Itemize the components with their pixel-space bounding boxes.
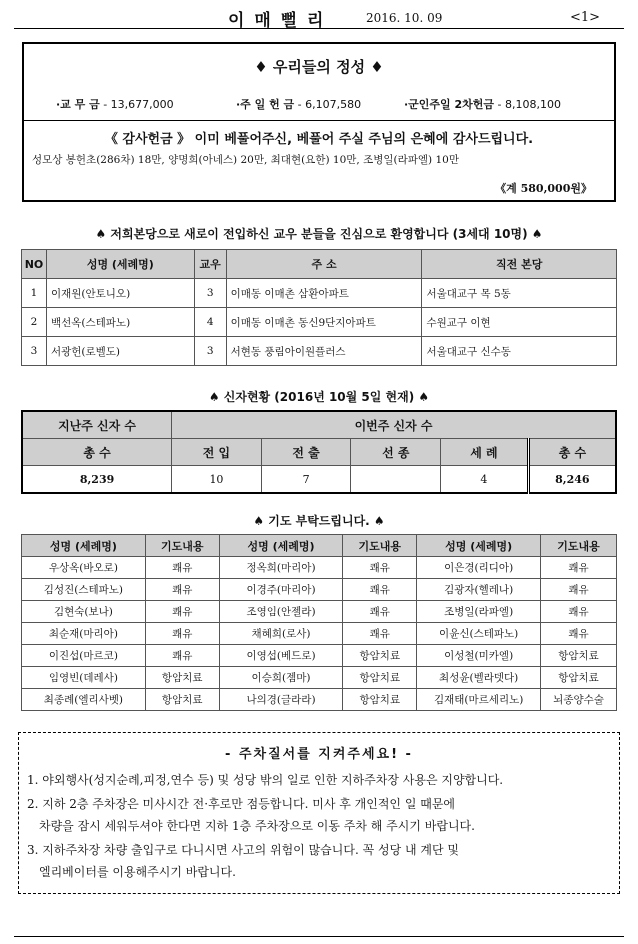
offering-item-sunday (236, 96, 361, 112)
col-header: 직전 본당 (422, 250, 617, 279)
cell-address: 서현동 풍림아이원플러스 (226, 337, 422, 366)
cell-transfer-in: 10 (172, 466, 262, 494)
offering-label: ·군인주일 2차헌금 (404, 98, 495, 111)
thanks-list: 성모상 봉헌초(286차) 18만, 양명희(아네스) 20만, 최대현(요한) 10만, 조병일(라파엘) 10만 (32, 154, 459, 166)
cell-prayer: 쾌유 (343, 623, 417, 645)
cell-name: 우상옥(바오로) (22, 557, 146, 579)
cell-no: 1 (22, 279, 47, 308)
offering-box (22, 42, 616, 202)
col-header: 전 출 (261, 439, 351, 466)
cell-prayer: 쾌유 (541, 601, 617, 623)
parking-line: 차량을 잠시 세워두셔야 한다면 지하 1층 주차장으로 이동 주차 해 주시기 바랍니다. (39, 819, 475, 833)
cell-address: 이매동 이매촌 동신9단지아파트 (226, 308, 422, 337)
page-number: <1> (569, 10, 600, 25)
stats-title: ♠ 신자현황 (2016년 10월 5일 현재) ♠ (208, 390, 430, 404)
newcomers-table (21, 249, 617, 366)
col-header: 성명 (세례명) (22, 535, 146, 557)
col-header: 성명 (세례명) (219, 535, 343, 557)
cell-no: 3 (22, 337, 47, 366)
footer-divider (14, 936, 624, 937)
cell-name: 조영임(안젤라) (219, 601, 343, 623)
offering-item-military (404, 96, 561, 112)
col-header: 기도내용 (541, 535, 617, 557)
table-row (22, 579, 617, 601)
col-header: 선 종 (351, 439, 441, 466)
cell-prayer: 쾌유 (343, 579, 417, 601)
table-row (22, 466, 616, 494)
last-week-header: 지난주 신자 수 (22, 411, 172, 439)
cell-name: 김성진(스테파노) (22, 579, 146, 601)
cell-prayer: 항암치료 (145, 689, 219, 711)
cell-prayer: 쾌유 (145, 579, 219, 601)
cell-prayer: 쾌유 (541, 579, 617, 601)
prayer-title: ♠ 기도 부탁드립니다. ♠ (253, 514, 385, 528)
col-header: 기도내용 (343, 535, 417, 557)
cell-name: 이영섭(베드로) (219, 645, 343, 667)
cell-name: 이승희(젬마) (219, 667, 343, 689)
cell-name: 서광헌(로벨도) (46, 337, 194, 366)
offering-title: ♦ 우리들의 정성 ♦ (254, 58, 384, 76)
table-header-row (22, 250, 617, 279)
cell-count: 3 (194, 279, 226, 308)
cell-name: 최성윤(벨라뎃다) (417, 667, 541, 689)
cell-parish: 서울대교구 신수동 (422, 337, 617, 366)
cell-count: 4 (194, 308, 226, 337)
offering-amount: - 6,107,580 (297, 98, 362, 111)
cell-prayer: 쾌유 (343, 557, 417, 579)
offering-amount: - 13,677,000 (103, 98, 174, 111)
cell-prayer: 항암치료 (343, 645, 417, 667)
col-header: 성명 (세례명) (46, 250, 194, 279)
table-header-row (22, 535, 617, 557)
cell-prayer: 쾌유 (145, 601, 219, 623)
table-row (22, 308, 617, 337)
cell-name: 김재태(마르세리노) (417, 689, 541, 711)
cell-name: 이성철(미카엘) (417, 645, 541, 667)
table-row (22, 557, 617, 579)
parking-title: - 주차질서를 지켜주세요! - (225, 747, 413, 762)
col-header: 교우 (194, 250, 226, 279)
cell-parish: 수원교구 이현 (422, 308, 617, 337)
cell-name: 이재원(안토니오) (46, 279, 194, 308)
cell-prayer: 항암치료 (145, 667, 219, 689)
bulletin-title: 이 매 뻘 리 (228, 11, 326, 31)
offering-divider (24, 120, 614, 121)
cell-prayer: 항암치료 (343, 667, 417, 689)
cell-parish: 서울대교구 목 5동 (422, 279, 617, 308)
cell-name: 최순재(마리아) (22, 623, 146, 645)
cell-prayer: 항암치료 (541, 667, 617, 689)
cell-name: 나의경(글라라) (219, 689, 343, 711)
cell-name: 채혜희(로사) (219, 623, 343, 645)
cell-address: 이매동 이매촌 삼환아파트 (226, 279, 422, 308)
cell-count: 3 (194, 337, 226, 366)
cell-prayer: 뇌종양수술 (541, 689, 617, 711)
table-row (22, 689, 617, 711)
cell-prayer: 쾌유 (541, 557, 617, 579)
bulletin-date: 2016. 10. 09 (366, 11, 443, 25)
col-header: 성명 (세례명) (417, 535, 541, 557)
this-week-header: 이번주 신자 수 (172, 411, 616, 439)
col-header: 총 수 (528, 439, 616, 466)
cell-prayer: 쾌유 (145, 645, 219, 667)
cell-prayer: 쾌유 (343, 601, 417, 623)
offering-item-tithe (56, 96, 174, 112)
prayer-table (21, 534, 617, 711)
table-row (22, 623, 617, 645)
offering-label: ·주 일 헌 금 (236, 98, 295, 111)
table-subheader-row (22, 439, 616, 466)
cell-name: 김현숙(보나) (22, 601, 146, 623)
header-divider (14, 28, 624, 29)
cell-baptism: 4 (441, 466, 529, 494)
parking-line: 엘리베이터를 이용해주시기 바랍니다. (39, 865, 236, 879)
cell-prayer: 항암치료 (541, 645, 617, 667)
cell-name: 정옥희(마리아) (219, 557, 343, 579)
cell-prayer: 쾌유 (145, 557, 219, 579)
cell-prayer: 쾌유 (541, 623, 617, 645)
table-row (22, 667, 617, 689)
cell-name: 이은경(리디아) (417, 557, 541, 579)
col-header: 전 입 (172, 439, 262, 466)
thanks-title: 《 감사헌금 》 이미 베풀어주신, 베풀어 주실 주님의 은혜에 감사드립니다. (104, 132, 534, 147)
bulletin-header (14, 4, 624, 30)
cell-name: 백선옥(스테파노) (46, 308, 194, 337)
table-row (22, 337, 617, 366)
table-row (22, 645, 617, 667)
thanks-total: 《계 580,000원》 (495, 182, 592, 195)
newcomers-title: ♠ 저희본당으로 새로이 전입하신 교우 분들을 진심으로 환영합니다 (3세대 10명) ♠ (95, 227, 543, 241)
cell-no: 2 (22, 308, 47, 337)
table-row (22, 601, 617, 623)
parking-line: 1. 야외행사(성지순례,피정,연수 등) 및 성당 밖의 일로 인한 지하주차장 사용은 지양합니다. (27, 773, 504, 787)
cell-prayer: 쾌유 (145, 623, 219, 645)
col-header: 세 례 (441, 439, 529, 466)
table-row (22, 279, 617, 308)
cell-name: 이경주(마리아) (219, 579, 343, 601)
offering-label: ·교 무 금 (56, 98, 100, 111)
col-header: NO (22, 250, 47, 279)
cell-transfer-out: 7 (261, 466, 351, 494)
cell-name: 이진섭(마르코) (22, 645, 146, 667)
offering-amount: - 8,108,100 (497, 98, 561, 111)
cell-last-total: 8,239 (22, 466, 172, 494)
cell-name: 최종례(엘리사벳) (22, 689, 146, 711)
col-header: 기도내용 (145, 535, 219, 557)
col-header: 총 수 (22, 439, 172, 466)
cell-name: 임영빈(데레사) (22, 667, 146, 689)
parking-line: 2. 지하 2층 주차장은 미사시간 전·후로만 점등합니다. 미사 후 개인적인 일 때문에 (27, 797, 456, 811)
stats-table (21, 410, 617, 494)
parking-notice (18, 732, 620, 894)
cell-prayer: 항암치료 (343, 689, 417, 711)
cell-name: 조병일(라파엘) (417, 601, 541, 623)
cell-deceased (351, 466, 441, 494)
table-header-row (22, 411, 616, 439)
parking-line: 3. 지하주차장 차량 출입구로 다니시면 사고의 위험이 많습니다. 꼭 성당 내 계단 및 (27, 843, 459, 857)
cell-this-total: 8,246 (528, 466, 616, 494)
cell-name: 이윤신(스테파노) (417, 623, 541, 645)
col-header: 주 소 (226, 250, 422, 279)
cell-name: 김광자(헬레나) (417, 579, 541, 601)
